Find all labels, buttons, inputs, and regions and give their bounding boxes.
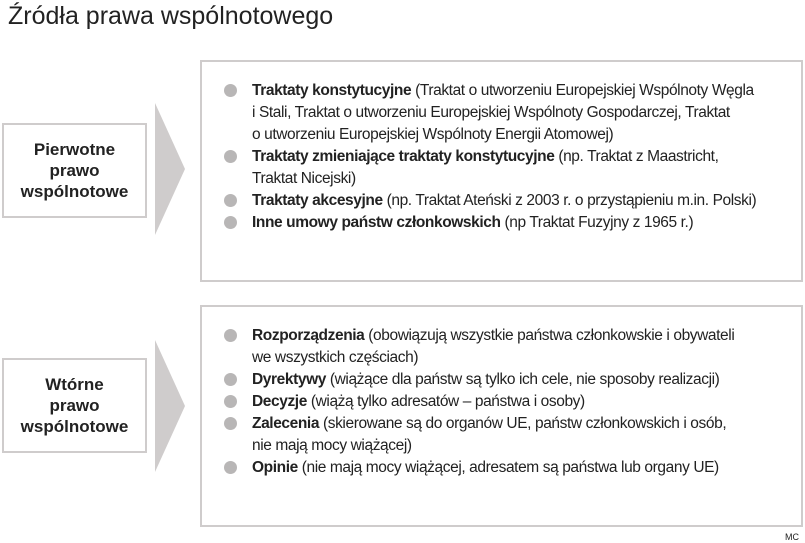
diagram-title: Źródła prawa wspólnotowego	[8, 2, 334, 30]
primary-law-box	[200, 60, 803, 282]
item-term: Traktaty zmieniające traktaty konstytucyjne	[252, 148, 555, 165]
item-line: Zalecenia (skierowane są do organów UE, państw członkowskich i osób,	[252, 415, 727, 432]
bullet-icon	[224, 395, 237, 408]
secondary-law-label	[2, 358, 147, 453]
list-item	[224, 369, 791, 391]
primary-label-line: Pierwotne	[33, 140, 116, 159]
item-line: nie mają mocy wiążącej)	[252, 437, 412, 454]
primary-label-line: prawo	[49, 161, 100, 180]
item-line: Traktaty konstytucyjne (Traktat o utworzeniu Europejskiej Wspólnoty Węgla	[252, 82, 754, 99]
primary-law-list	[224, 80, 791, 234]
list-item	[224, 457, 791, 479]
list-item	[224, 212, 791, 234]
item-term: Opinie	[252, 459, 298, 476]
item-line: Traktaty zmieniające traktaty konstytucyjne (np. Traktat z Maastricht,	[252, 148, 719, 165]
bullet-icon	[224, 373, 237, 386]
list-item	[224, 413, 791, 457]
primary-label-line: wspólnotowe	[20, 182, 129, 201]
list-item	[224, 80, 791, 146]
item-line: Traktaty akcesyjne (np. Traktat Ateński z 2003 r. o przystąpieniu m.in. Polski)	[252, 192, 757, 209]
bullet-icon	[224, 216, 237, 229]
secondary-law-box	[200, 305, 803, 527]
item-term: Traktaty konstytucyjne	[252, 82, 412, 99]
item-line: Opinie (nie mają mocy wiążącej, adresatem są państwa lub organy UE)	[252, 459, 719, 476]
primary-arrow	[155, 103, 185, 235]
primary-law-label	[2, 123, 147, 218]
item-term: Rozporządzenia	[252, 327, 365, 344]
bullet-icon	[224, 329, 237, 342]
item-line: o utworzeniu Europejskiej Wspólnoty Energii Atomowej)	[252, 126, 614, 143]
list-item	[224, 146, 791, 190]
item-line: Decyzje (wiążą tylko adresatów – państwa i osoby)	[252, 393, 585, 410]
item-term: Traktaty akcesyjne	[252, 192, 383, 209]
list-item	[224, 391, 791, 413]
bullet-icon	[224, 417, 237, 430]
item-term: Dyrektywy	[252, 371, 326, 388]
bullet-icon	[224, 461, 237, 474]
secondary-law-list	[224, 325, 791, 479]
list-item	[224, 190, 791, 212]
author-initials: MC	[785, 532, 799, 542]
bullet-icon	[224, 84, 237, 97]
item-line: i Stali, Traktat o utworzeniu Europejskiej Wspólnoty Gospodarczej, Traktat	[252, 104, 730, 121]
secondary-label-line: prawo	[49, 396, 100, 415]
secondary-arrow	[155, 340, 185, 472]
item-term: Zalecenia	[252, 415, 320, 432]
item-line: Inne umowy państw członkowskich (np Traktat Fuzyjny z 1965 r.)	[252, 214, 694, 231]
item-line: we wszystkich częściach)	[252, 349, 419, 366]
secondary-label-line: wspólnotowe	[20, 417, 129, 436]
item-term: Decyzje	[252, 393, 307, 410]
secondary-label-line: Wtórne	[45, 375, 104, 394]
bullet-icon	[224, 194, 237, 207]
item-line: Dyrektywy (wiążące dla państw są tylko ich cele, nie sposoby realizacji)	[252, 371, 720, 388]
list-item	[224, 325, 791, 369]
item-term: Inne umowy państw członkowskich	[252, 214, 501, 231]
item-line: Traktat Nicejski)	[252, 170, 356, 187]
bullet-icon	[224, 150, 237, 163]
item-line: Rozporządzenia (obowiązują wszystkie państwa członkowskie i obywateli	[252, 327, 735, 344]
